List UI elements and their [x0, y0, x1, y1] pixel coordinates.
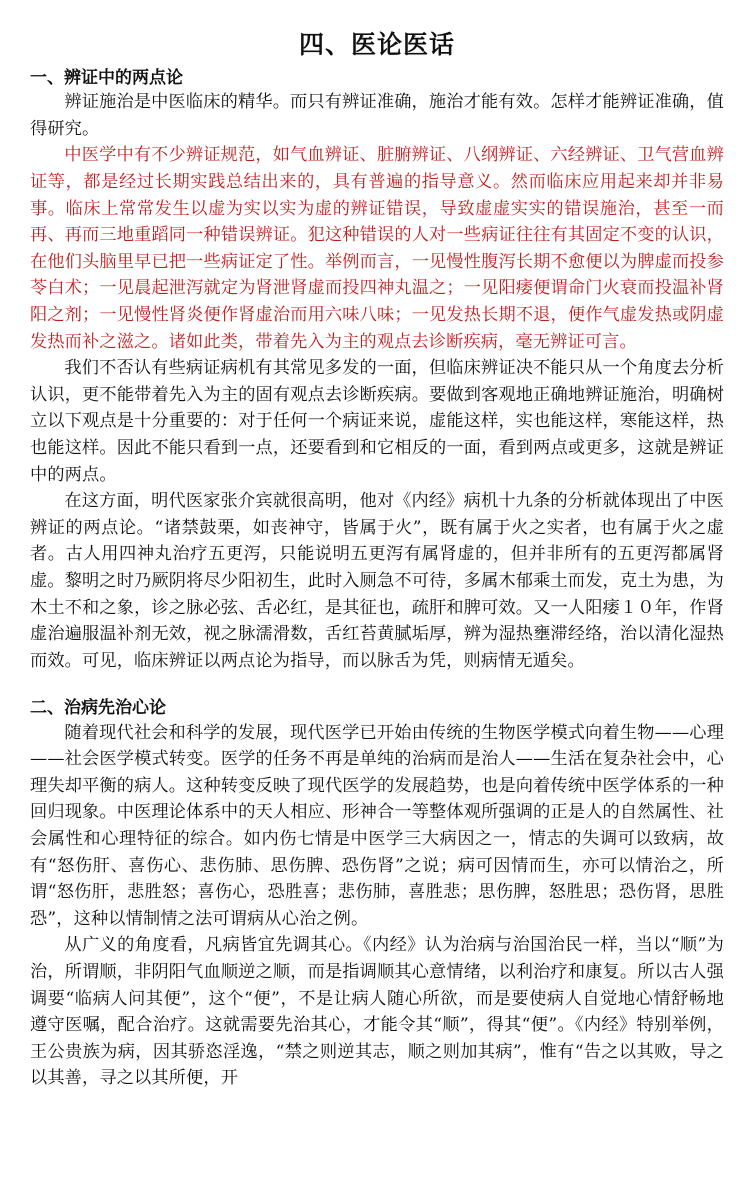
paragraph: 随着现代社会和科学的发展，现代医学已开始由传统的生物医学模式向着生物——心理——社会医学模式转变。医学的任务不再是单纯的治病而是治人——生活在复杂社会中，心理失却平衡的病人。这种转变反映了现代医学的发展趋势，也是向着传统中医学体系的一种回归现象。中医理论体系中的天人相应、形神合一等整体观所强调的正是人的自然属性、社会属性和心理特征的综合。如内伤七情是中医学三大病因之一，情志的失调可以致病，故有“怒伤肝、喜伤心、悲伤肺、思伤脾、恐伤肾”之说；病可因情而生，亦可以情治之，所谓“怒伤肝，悲胜怒；喜伤心，恐胜喜；悲伤肺，喜胜悲；思伤脾，怒胜思；恐伤肾，思胜恐”，这种以情制情之法可谓病从心治之例。: [30, 722, 724, 929]
section-spacer: [30, 674, 724, 698]
section-heading: 二、治病先治心论: [30, 698, 166, 719]
section-1: [30, 68, 724, 674]
paragraph: 从广义的角度看，凡病皆宜先调其心。《内经》认为治病与治国治民一样，当以“顺”为治，所谓顺，非阴阳气血顺逆之顺，而是指调顺其心意情绪，以利治疗和康复。所以古人强调要“临病人问其便”，这个“便”，不是让病人随心所欲，而是要使病人自觉地心情舒畅地遵守医嘱，配合治疗。这就需要先治其心，才能令其“顺”，得其“便”。《内经》特别举例，王公贵族为病，因其骄恣淫逸，“禁之则逆其志，顺之则加其病”，惟有“告之以其败，导之以其善，寻之以其所便，开: [30, 935, 724, 1089]
section-heading: 一、辨证中的两点论: [30, 68, 183, 88]
section-2: [30, 698, 724, 1092]
page-title: 四、医论医话: [298, 30, 455, 59]
paragraph: 在这方面，明代医家张介宾就很高明，他对《内经》病机十九条的分析就体现出了中医辨证的两点论。“诸禁鼓栗，如丧神守，皆属于火”，既有属于火之实者，也有属于火之虚者。古人用四神丸治疗五更泻，只能说明五更泻有属肾虚的，但并非所有的五更泻都属肾虚。黎明之时乃厥阴将尽少阳初生，此时入厕急不可待，多属木郁乘土而发，克土为患，为木土不和之象，诊之脉必弦、舌必红，是其征也，疏肝和脾可效。又一人阳痿１０年，作肾虚治遍服温补剂无效，视之脉濡滑数，舌红苔黄腻垢厚，辨为湿热壅滞经络，治以清化湿热而效。可见，临床辨证以两点论为指导，而以脉舌为凭，则病情无遁矣。: [30, 491, 724, 671]
paragraph: 辨证施治是中医临床的精华。而只有辨证准确，施治才能有效。怎样才能辨证准确，值得研究。: [30, 92, 724, 139]
highlighted-paragraph: 中医学中有不少辨证规范，如气血辨证、脏腑辨证、八纲辨证、六经辨证、卫气营血辨证等，都是经过长期实践总结出来的，具有普遍的指导意义。然而临床应用起来却并非易事。临床上常常发生以虚为实以实为虚的辨证错误，导致虚虚实实的错误施治，甚至一而再、再而三地重蹈同一种错误辨证。犯这种错误的人对一些病证往往有其固定不变的认识，在他们头脑里早已把一些病证定了性。举例而言，一见慢性腹泻长期不愈便以为脾虚而投参苓白术；一见晨起泄泻就定为肾泄肾虚而投四神丸温之；一见阳痿便谓命门火衰而投温补肾阳之剂；一见慢性肾炎便作肾虚治而用六味八味；一见发热长期不退，便作气虚发热或阴虚发热而补之滋之。诸如此类，带着先入为主的观点去诊断疾病，毫无辨证可言。: [30, 145, 724, 352]
paragraph: 我们不否认有些病证病机有其常见多发的一面，但临床辨证决不能只从一个角度去分析认识，更不能带着先入为主的固有观点去诊断疾病。要做到客观地正确地辨证施治，明确树立以下观点是十分重要的：对于任何一个病证来说，虚能这样，实也能这样，寒能这样，热也能这样。因此不能只看到一点，还要看到和它相反的一面，看到两点或更多，这就是辨证中的两点。: [30, 358, 724, 485]
